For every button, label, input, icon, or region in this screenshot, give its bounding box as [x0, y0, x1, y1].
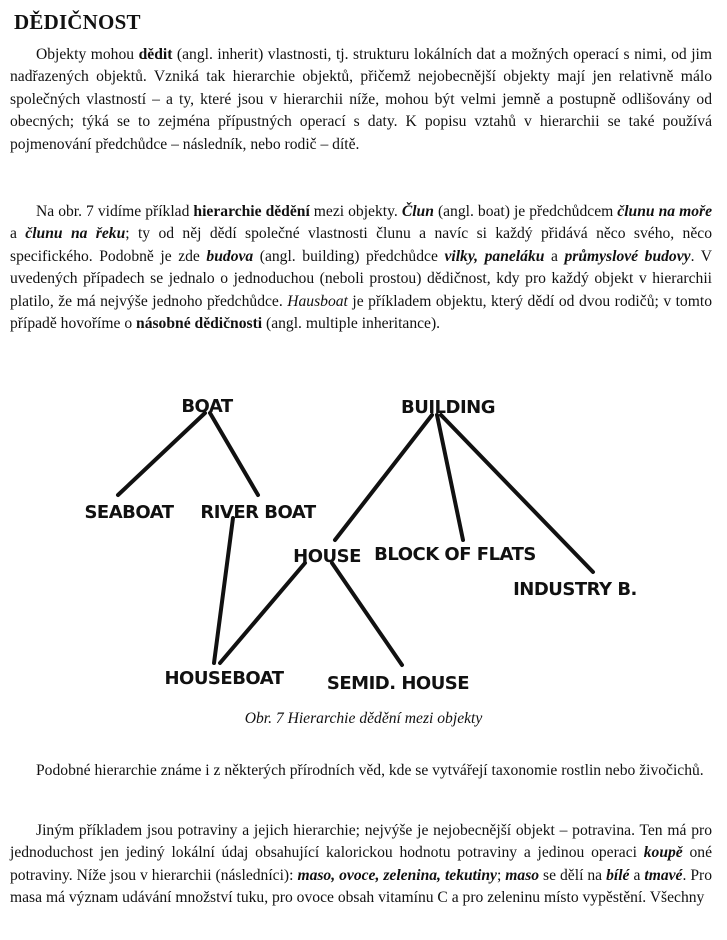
- node-boat: BOAT: [181, 396, 233, 417]
- node-building: BUILDING: [401, 397, 495, 418]
- paragraph-taxonomy: Podobné hierarchie známe i z některých přírodních věd, kde se vytvářejí taxonomie rostlin nebo živočichů.: [36, 762, 704, 779]
- node-house: HOUSE: [293, 546, 361, 567]
- edge-house-houseboat: [220, 563, 305, 663]
- figure-caption: Obr. 7 Hierarchie dědění mezi objekty: [244, 710, 483, 727]
- paragraph-food-example: Jiným příkladem jsou potraviny a jejich hierarchie; nejvýše je nejobecnější objekt – potravina. Ten má pro jednoduchost jen jediný lokální údaj obsahující kalorickou hodnotu potraviny a jedinou operaci koupě oné potraviny. Níže jsou v hierarchii (následníci): maso, ovoce, zelenina, tekutiny; maso se dělí na bílé a tmavé. Pro masa má význam udávání množství tuku, pro ovoce obsah vitamínu C a pro zeleninu místo vypěstění. Všechny: [10, 822, 713, 907]
- node-industry: INDUSTRY B.: [513, 579, 637, 600]
- edge-building-house: [335, 415, 432, 540]
- node-semid-house: SEMID. HOUSE: [326, 673, 470, 694]
- node-riverboat: RIVER BOAT: [200, 502, 316, 523]
- paragraph-hierarchy-example: Na obr. 7 vidíme příklad hierarchie dědění mezi objekty. Člun (angl. boat) je předchůdcem člunu na moře a člunu na řeku; ty od něj dědí společné vlastnosti člunu a navíc si každý přidává něco svého, něco specifického. Podobně je zde budova (angl. building) předchůdce vilky, paneláku a průmyslové budovy. V uvedených případech se jednalo o jednoduchou (neboli prostou) dědičnost, kdy pro každý objekt v hierarchii platilo, že má nejvýše jednoho předchůdce. Hausboat je příkladem objektu, který dědí od dvou rodičů; v tomto případě hovoříme o násobné dědičnosti (angl. multiple inheritance).: [10, 203, 713, 333]
- node-block-of-flats: BLOCK OF FLATS: [374, 544, 536, 565]
- inheritance-diagram: [0, 380, 727, 720]
- node-seaboat: SEABOAT: [84, 502, 174, 523]
- edge-riverboat-houseboat: [214, 518, 233, 663]
- edge-house-semid: [332, 563, 402, 665]
- edge-boat-seaboat: [118, 413, 205, 495]
- node-houseboat: HOUSEBOAT: [164, 668, 284, 689]
- paragraph-inheritance-intro: Objekty mohou dědit (angl. inherit) vlastnosti, tj. strukturu lokálních dat a možných operací s nimi, od jim nadřazených objektů. Vzniká tak hierarchie objektů, přičemž nejobecnější objekty mají jen relativně málo společných vlastností – a ty, které jsou v hierarchii níže, mohou být velmi jemně a postupně odlišovány od obecných; týká se to zejména přípustných operací s daty. K popisu vztahů v hierarchii se také používá pojmenování předchůdce – následník, nebo rodič – dítě.: [10, 46, 712, 153]
- page-title: DĚDIČNOST: [14, 10, 141, 34]
- edge-boat-riverboat: [210, 413, 258, 495]
